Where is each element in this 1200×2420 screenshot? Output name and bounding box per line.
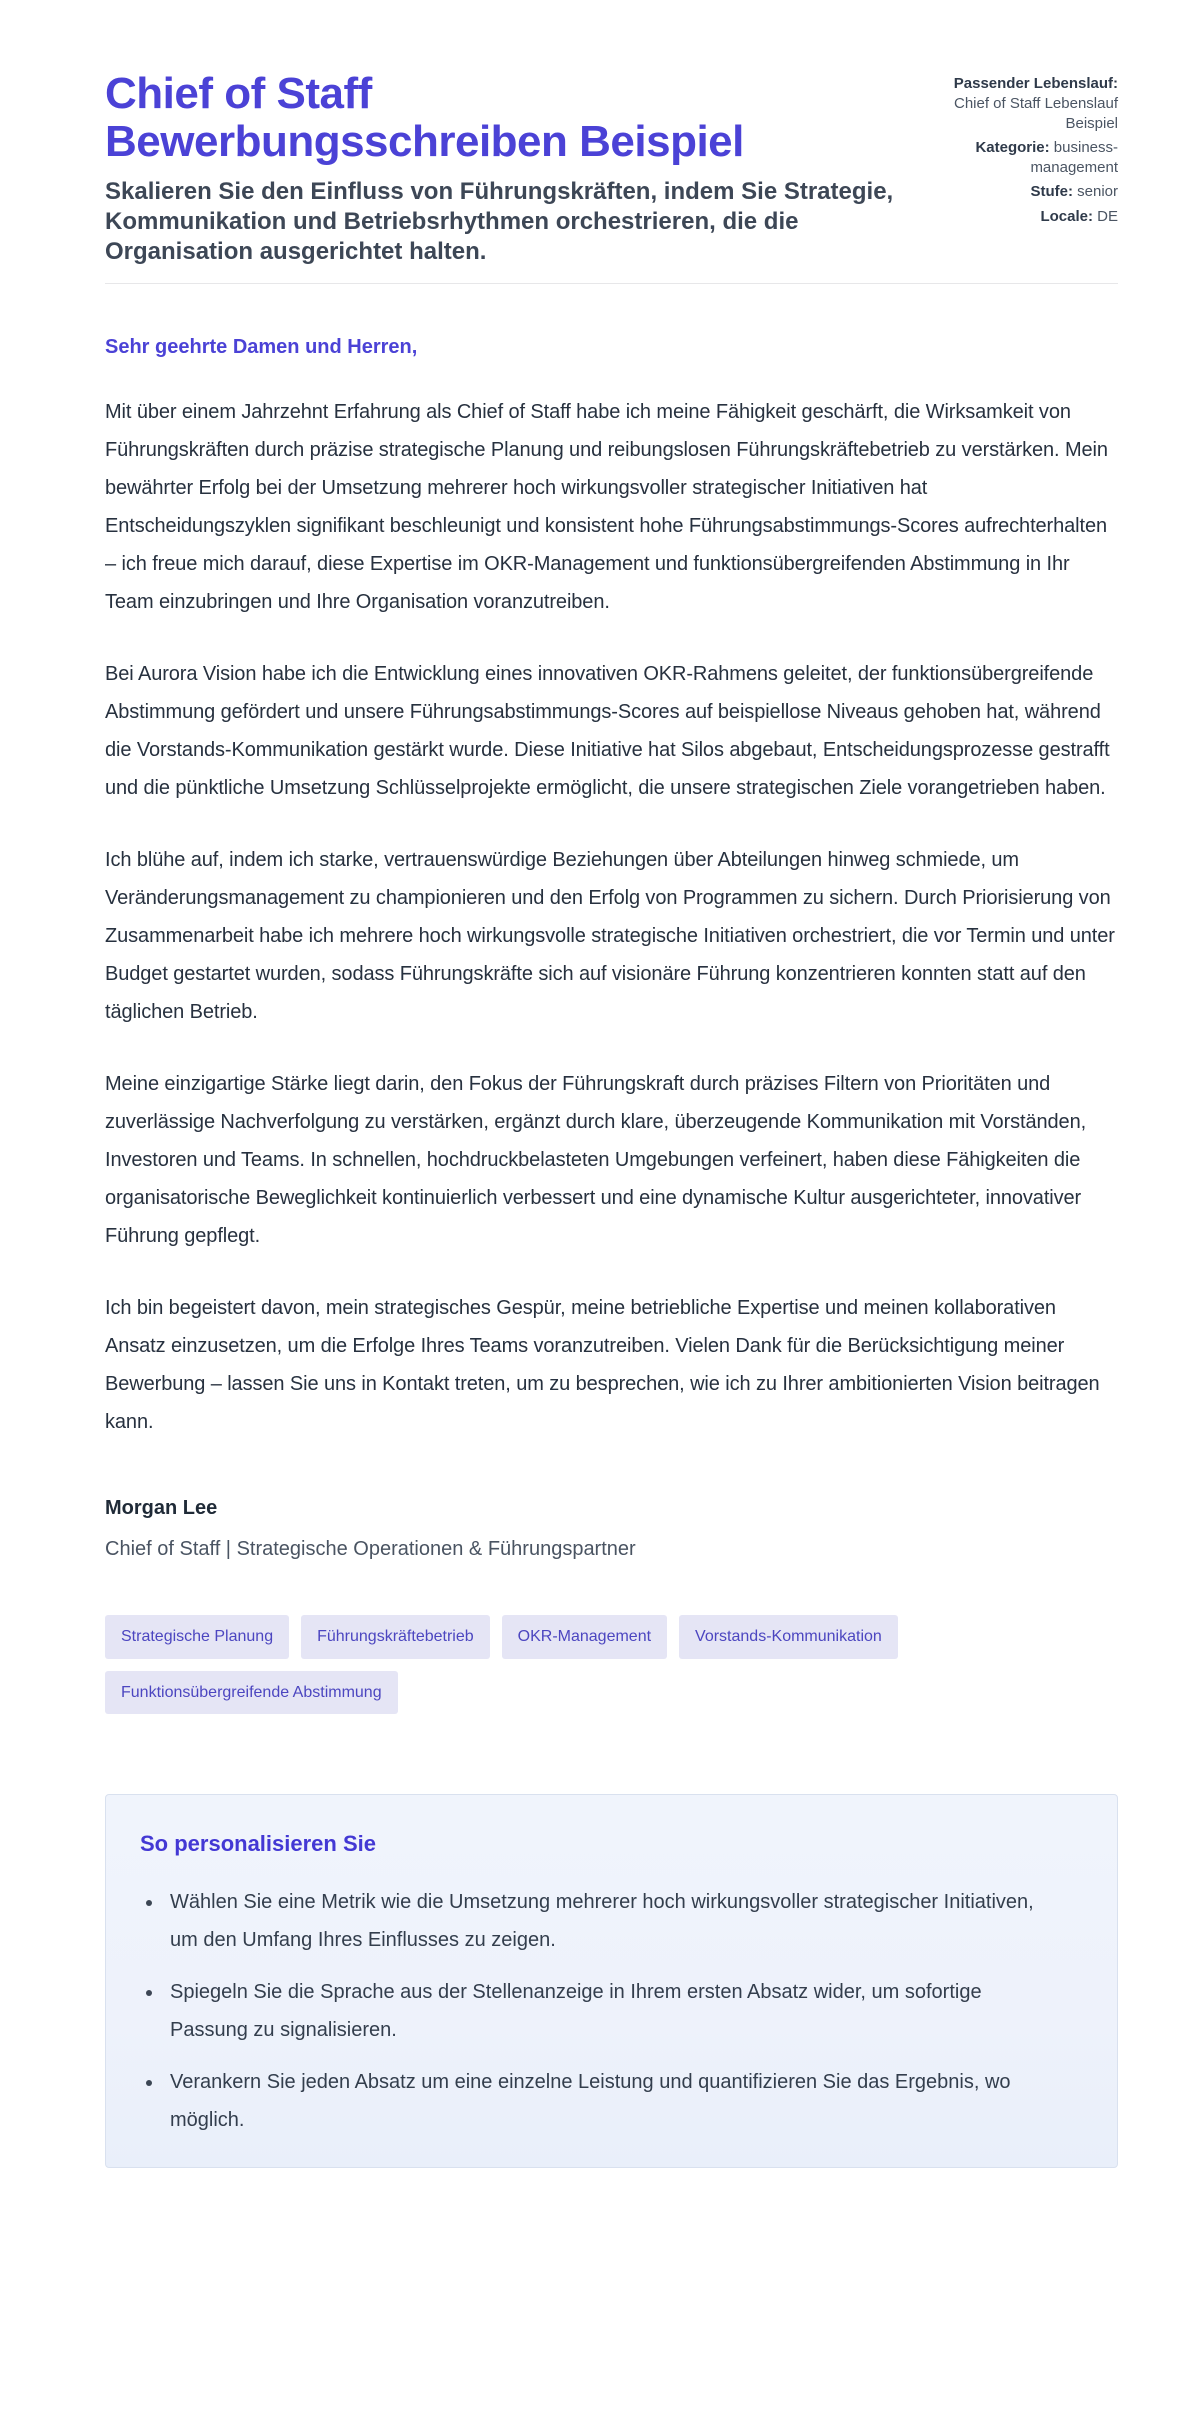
page-title-line1: Chief of Staff: [105, 69, 372, 118]
page-subtitle: Skalieren Sie den Einfluss von Führungskräften, indem Sie Strategie, Kommunikation und Betriebsrhythmen orchestrieren, die die Organisation ausgerichtet halten.: [105, 177, 894, 266]
header-divider: [105, 283, 1118, 284]
tip-item-3: • Verankern Sie jeden Absatz um eine einzelne Leistung und quantifizieren Sie das Ergebnis, wo möglich.: [164, 2063, 1064, 2139]
meta-item-level: [943, 182, 1118, 202]
tip-item-1: • Wählen Sie eine Metrik wie die Umsetzung mehrerer hoch wirkungsvoller strategischer Initiativen, um den Umfang Ihres Einflusses zu zeigen.: [164, 1883, 1064, 1959]
meta-value: business-management: [1030, 139, 1118, 177]
letter-paragraph-5: Ich bin begeistert davon, mein strategisches Gespür, meine betriebliche Expertise und meinen kollaborativen Ansatz einzusetzen, um die Erfolge Ihres Teams voranzutreiben. Vielen Dank für die Berücksichtigung meiner Bewerbung – lassen Sie uns in Kontakt treten, um zu besprechen, wie ich zu Ihrer ambitionierten Vision beitragen kann.: [105, 1297, 1100, 1434]
cover-letter-page: [105, 0, 1118, 2168]
skill-tags: [105, 1615, 1118, 1713]
meta-item-category: [943, 138, 1118, 178]
meta-label: Passender Lebenslauf:: [953, 75, 1118, 92]
letter-body: [105, 336, 1118, 1561]
letter-paragraph-1: Mit über einem Jahrzehnt Erfahrung als Chief of Staff habe ich meine Fähigkeit geschärft, die Wirksamkeit von Führungskräften durch präzise strategische Planung und reibungslosen Führungskräftebetrieb zu verstärken. Mein bewährter Erfolg bei der Umsetzung mehrerer hoch wirkungsvoller strategischer Initiativen hat Entscheidungszyklen signifikant beschleunigt und konsistent hohe Führungsabstimmungs-Scores aufrechterhalten – ich freue mich darauf, diese Expertise im OKR-Management und funktionsübergreifenden Abstimmung in Ihr Team einzubringen und Ihre Organisation voranzutreiben.: [105, 401, 1108, 614]
meta-label: Locale:: [1040, 207, 1093, 225]
meta-item-matching-resume: [943, 74, 1118, 134]
page-header: [105, 70, 1118, 267]
skill-tag-fuehrungskraeftebetrieb: Führungskräftebetrieb: [301, 1615, 490, 1658]
letter-greeting: Sehr geehrte Damen und Herren,: [105, 336, 418, 359]
skill-tag-funktionsuebergreifende-abstimmung: Funktionsübergreifende Abstimmung: [105, 1671, 398, 1714]
meta-label: Stufe:: [1030, 183, 1073, 201]
personalization-tips-box: [105, 1794, 1118, 2168]
letter-paragraph-2: Bei Aurora Vision habe ich die Entwicklung eines innovativen OKR-Rahmens geleitet, der funktionsübergreifende Abstimmung gefördert und unsere Führungsabstimmungs-Scores auf beispiellose Niveaus gehoben hat, während die Vorstands-Kommunikation gestärkt wurde. Diese Initiative hat Silos abgebaut, Entscheidungsprozesse gestrafft und die pünktliche Umsetzung Schlüsselprojekte ermöglicht, die unsere strategischen Ziele vorangetrieben haben.: [105, 663, 1110, 800]
meta-label: Kategorie:: [975, 139, 1050, 157]
tips-heading: So personalisieren Sie: [140, 1830, 376, 1856]
page-title-line2: Bewerbungsschreiben Beispiel: [105, 117, 744, 167]
header-title-block: [105, 70, 905, 267]
meta-value: Chief of Staff Lebenslauf Beispiel: [953, 95, 1118, 133]
tips-list: [140, 1883, 1083, 2139]
meta-value: DE: [1097, 207, 1118, 225]
page-title: [105, 70, 905, 167]
signature-name: Morgan Lee: [105, 1497, 218, 1520]
meta-panel: [943, 74, 1118, 231]
tip-item-2: • Spiegeln Sie die Sprache aus der Stellenanzeige in Ihrem ersten Absatz wider, um sofortige Passung zu signalisieren.: [164, 1973, 1064, 2049]
letter-paragraph-4: Meine einzigartige Stärke liegt darin, den Fokus der Führungskraft durch präzises Filtern von Prioritäten und zuverlässige Nachverfolgung zu verstärken, ergänzt durch klare, überzeugende Kommunikation mit Vorständen, Investoren und Teams. In schnellen, hochdruckbelasteten Umgebungen verfeinert, haben diese Fähigkeiten die organisatorische Beweglichkeit kontinuierlich verbessert und eine dynamische Kultur ausgerichteter, innovativer Führung gepflegt.: [105, 1073, 1087, 1248]
skill-tag-vorstands-kommunikation: Vorstands-Kommunikation: [679, 1615, 898, 1658]
meta-item-locale: [943, 207, 1118, 227]
skill-tag-okr-management: OKR-Management: [502, 1615, 667, 1658]
skill-tag-strategische-planung: Strategische Planung: [105, 1615, 289, 1658]
meta-value: senior: [1077, 183, 1118, 201]
signature-role: Chief of Staff | Strategische Operationen & Führungspartner: [105, 1538, 636, 1561]
letter-paragraph-3: Ich blühe auf, indem ich starke, vertrauenswürdige Beziehungen über Abteilungen hinweg schmiede, um Veränderungsmanagement zu championieren und den Erfolg von Programmen zu sichern. Durch Priorisierung von Zusammenarbeit habe ich mehrere hoch wirkungsvolle strategische Initiativen orchestriert, die vor Termin und unter Budget gestartet wurden, sodass Führungskräfte sich auf visionäre Führung konzentrieren konnten statt auf den täglichen Betrieb.: [105, 849, 1115, 1024]
